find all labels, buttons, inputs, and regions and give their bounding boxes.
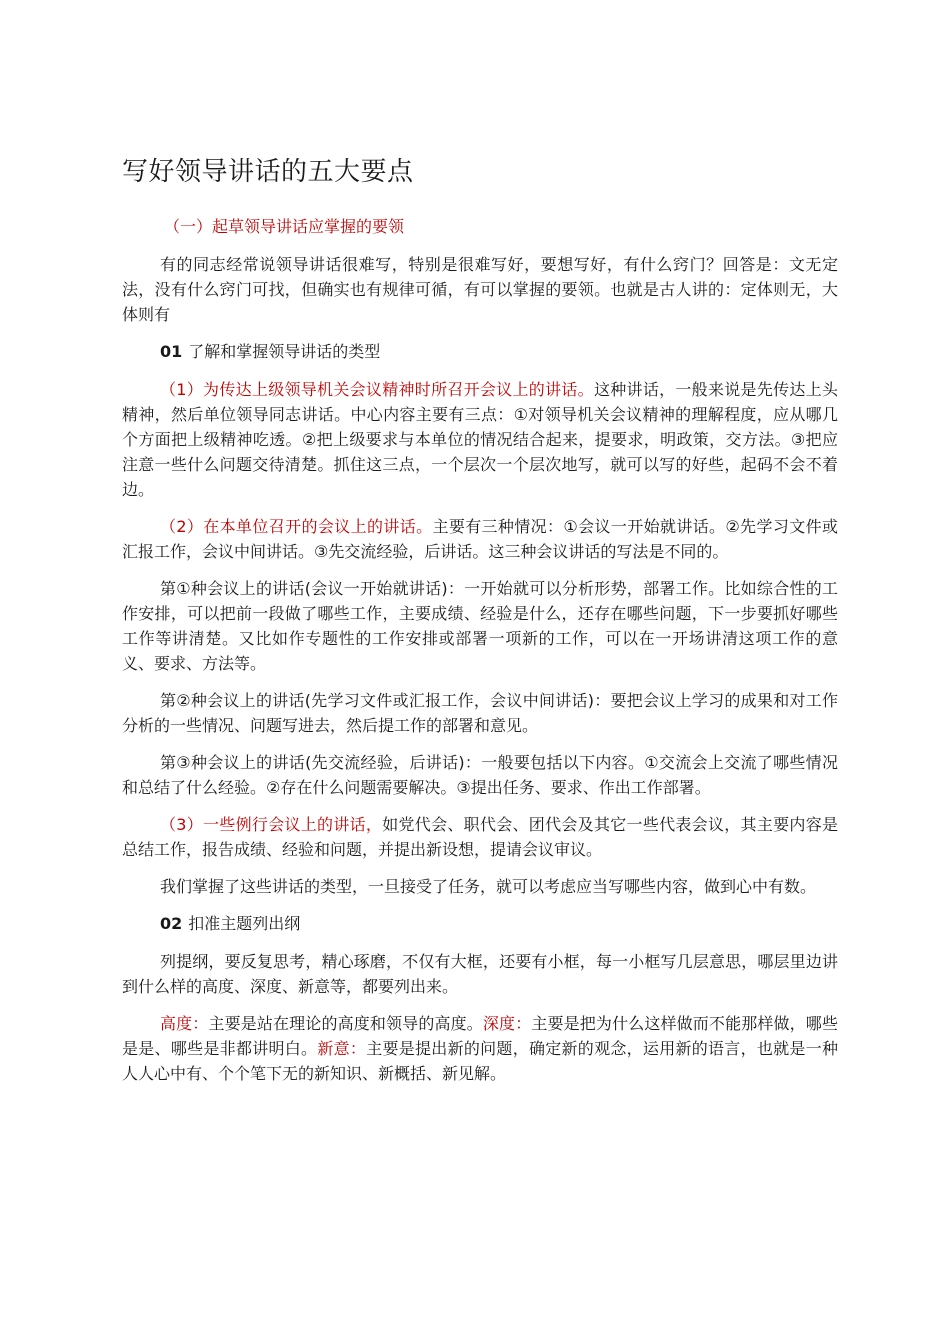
- type1-body: 这种讲话，一般来说是先传达上头精神，然后单位领导同志讲话。中心内容主要有三点：①对领导机关会议精神的理解程度，应从哪几个方面把上级精神吃透。②把上级要求与本单位的情况结合起来，提要求，明政策，交方法。③把应注意一些什么问题交待清楚。抓住这三点，一个层次一个层次地写，就可以写的好些，起码不会不着边。: [122, 380, 838, 499]
- depth-body: 主要是把为什么这样做而不能那样做，哪些是是、哪些是非都讲明白。: [122, 1014, 838, 1058]
- type3-body: 如党代会、职代会、团代会及其它一些代表会议，其主要内容是总结工作，报告成绩、经验和问题，并提出新设想，提请会议审议。: [122, 815, 838, 859]
- subheading-02-number: 02: [160, 914, 183, 933]
- subheading-01-number: 01: [160, 342, 183, 361]
- novelty-label: 新意：: [317, 1039, 367, 1058]
- document-title: 写好领导讲话的五大要点: [122, 157, 414, 187]
- height-body: 主要是站在理论的高度和领导的高度。: [208, 1014, 483, 1033]
- outline-paragraph: 列提纲，要反复思考，精心琢磨，不仅有大框，还要有小框，每一小框写几层意思，哪层里边讲到什么样的高度、深度、新意等，都要列出来。: [122, 952, 838, 996]
- type2-paragraph: [122, 514, 838, 564]
- type2-lead: （2）在本单位召开的会议上的讲话。: [160, 517, 433, 536]
- type3-paragraph: [122, 812, 838, 862]
- type2-body: 主要有三种情况：①会议一开始就讲话。②先学习文件或汇报工作，会议中间讲话。③先交流经验，后讲话。这三种会议讲话的写法是不同的。: [122, 517, 838, 561]
- height-label: 高度：: [160, 1014, 209, 1033]
- subheading-02: [122, 911, 838, 937]
- subheading-01-label: 了解和掌握领导讲话的类型: [188, 342, 381, 361]
- meeting2-paragraph: 第②种会议上的讲话(先学习文件或汇报工作，会议中间讲话)：要把会议上学习的成果和对工作分析的一些情况、问题写进去，然后提工作的部署和意见。: [122, 691, 838, 735]
- document-body: [122, 150, 838, 1098]
- type1-lead: （1）为传达上级领导机关会议精神时所召开会议上的讲话。: [160, 380, 594, 399]
- meeting1-paragraph: 第①种会议上的讲话(会议一开始就讲话)：一开始就可以分析形势，部署工作。比如综合性的工作安排，可以把前一段做了哪些工作，主要成绩、经验是什么，还存在哪些问题，下一步要抓好哪些工作等讲清楚。又比如作专题性的工作安排或部署一项新的工作，可以在一开场讲清这项工作的意义、要求、方法等。: [122, 579, 838, 673]
- type1-paragraph: [122, 377, 838, 502]
- qualities-paragraph: [122, 1011, 838, 1086]
- novelty-body: 主要是提出新的问题，确定新的观念，运用新的语言，也就是一种人人心中有、个个笔下无的新知识、新概括、新见解。: [122, 1039, 838, 1083]
- subheading-02-label: 扣准主题列出纲: [188, 914, 301, 933]
- section-heading-1: （一）起草领导讲话应掌握的要领: [164, 217, 405, 236]
- depth-label: 深度：: [482, 1014, 532, 1033]
- subheading-01: [122, 339, 838, 365]
- intro-paragraph: 有的同志经常说领导讲话很难写，特别是很难写好，要想写好，有什么窍门？回答是：文无定法，没有什么窍门可找，但确实也有规律可循，有可以掌握的要领。也就是古人讲的：定体则无，大体则有: [122, 255, 838, 324]
- meeting3-paragraph: 第③种会议上的讲话(先交流经验，后讲话)：一般要包括以下内容。①交流会上交流了哪些情况和总结了什么经验。②存在什么问题需要解决。③提出任务、要求、作出工作部署。: [122, 753, 838, 797]
- type3-lead: （3）一些例行会议上的讲话，: [160, 815, 383, 834]
- summary-paragraph: 我们掌握了这些讲话的类型，一旦接受了任务，就可以考虑应当写哪些内容，做到心中有数。: [160, 877, 817, 896]
